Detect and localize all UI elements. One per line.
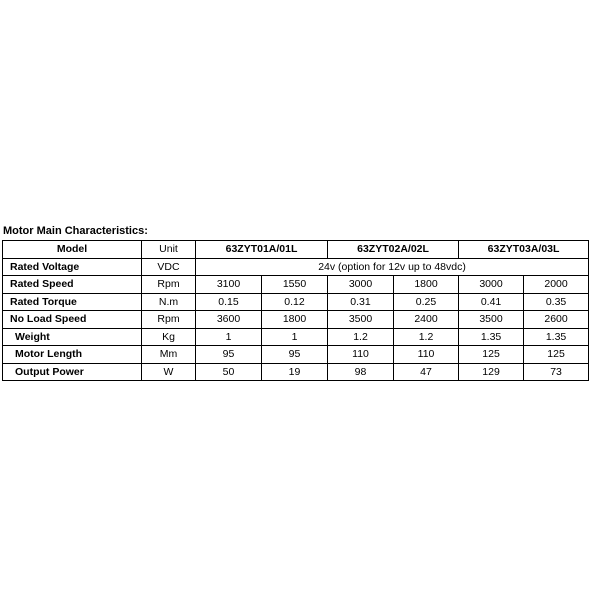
table-row — [3, 346, 589, 364]
table-cell: 3500 — [459, 311, 524, 329]
table-cell: 0.15 — [196, 293, 262, 311]
table-cell: 2000 — [524, 276, 589, 294]
table-cell: 0.12 — [262, 293, 328, 311]
table-cell: 1 — [196, 328, 262, 346]
table-row — [3, 258, 589, 276]
table-cell: 125 — [524, 346, 589, 364]
table-row — [3, 293, 589, 311]
table-cell: 47 — [394, 363, 459, 381]
header-group-2: 63ZYT02A/02L — [328, 241, 459, 259]
table-cell: 98 — [328, 363, 394, 381]
table-cell: 73 — [524, 363, 589, 381]
table-cell: 110 — [394, 346, 459, 364]
table-row — [3, 311, 589, 329]
table-cell: 95 — [262, 346, 328, 364]
table-cell: 1.35 — [459, 328, 524, 346]
table-cell: 1.2 — [394, 328, 459, 346]
table-cell: 0.35 — [524, 293, 589, 311]
table-cell: 3000 — [459, 276, 524, 294]
table-cell: 3100 — [196, 276, 262, 294]
row-unit: Mm — [142, 346, 196, 364]
table-cell: 95 — [196, 346, 262, 364]
row-label: Rated Torque — [3, 293, 142, 311]
table-cell: 1.2 — [328, 328, 394, 346]
row-label: Rated Speed — [3, 276, 142, 294]
header-group-1: 63ZYT01A/01L — [196, 241, 328, 259]
table-cell: 1550 — [262, 276, 328, 294]
header-row — [3, 241, 589, 259]
row-label: Output Power — [3, 363, 142, 381]
table-cell: 3500 — [328, 311, 394, 329]
table-cell: 2600 — [524, 311, 589, 329]
header-group-3: 63ZYT03A/03L — [459, 241, 589, 259]
table-cell: 0.41 — [459, 293, 524, 311]
table-row — [3, 328, 589, 346]
table-row — [3, 363, 589, 381]
table-cell: 110 — [328, 346, 394, 364]
row-label: Weight — [3, 328, 142, 346]
table-cell: 1800 — [262, 311, 328, 329]
table-caption: Motor Main Characteristics: — [3, 225, 148, 237]
row-label: Rated Voltage — [3, 258, 142, 276]
table-cell: 1800 — [394, 276, 459, 294]
table-cell: 1.35 — [524, 328, 589, 346]
table-cell: 1 — [262, 328, 328, 346]
row-unit: W — [142, 363, 196, 381]
table-cell: 50 — [196, 363, 262, 381]
row-label: Motor Length — [3, 346, 142, 364]
row-label: No Load Speed — [3, 311, 142, 329]
row-unit: Kg — [142, 328, 196, 346]
table-cell: 0.31 — [328, 293, 394, 311]
table-cell: 129 — [459, 363, 524, 381]
table-cell: 19 — [262, 363, 328, 381]
table-row — [3, 276, 589, 294]
header-model: Model — [3, 241, 142, 259]
motor-characteristics-table — [2, 240, 589, 381]
header-unit: Unit — [142, 241, 196, 259]
row-unit: Rpm — [142, 311, 196, 329]
table-cell: 0.25 — [394, 293, 459, 311]
table-cell: 3600 — [196, 311, 262, 329]
table-cell: 3000 — [328, 276, 394, 294]
row-unit: N.m — [142, 293, 196, 311]
row-unit: Rpm — [142, 276, 196, 294]
row-unit: VDC — [142, 258, 196, 276]
table-cell: 125 — [459, 346, 524, 364]
table-cell: 24v (option for 12v up to 48vdc) — [196, 258, 589, 276]
table-cell: 2400 — [394, 311, 459, 329]
